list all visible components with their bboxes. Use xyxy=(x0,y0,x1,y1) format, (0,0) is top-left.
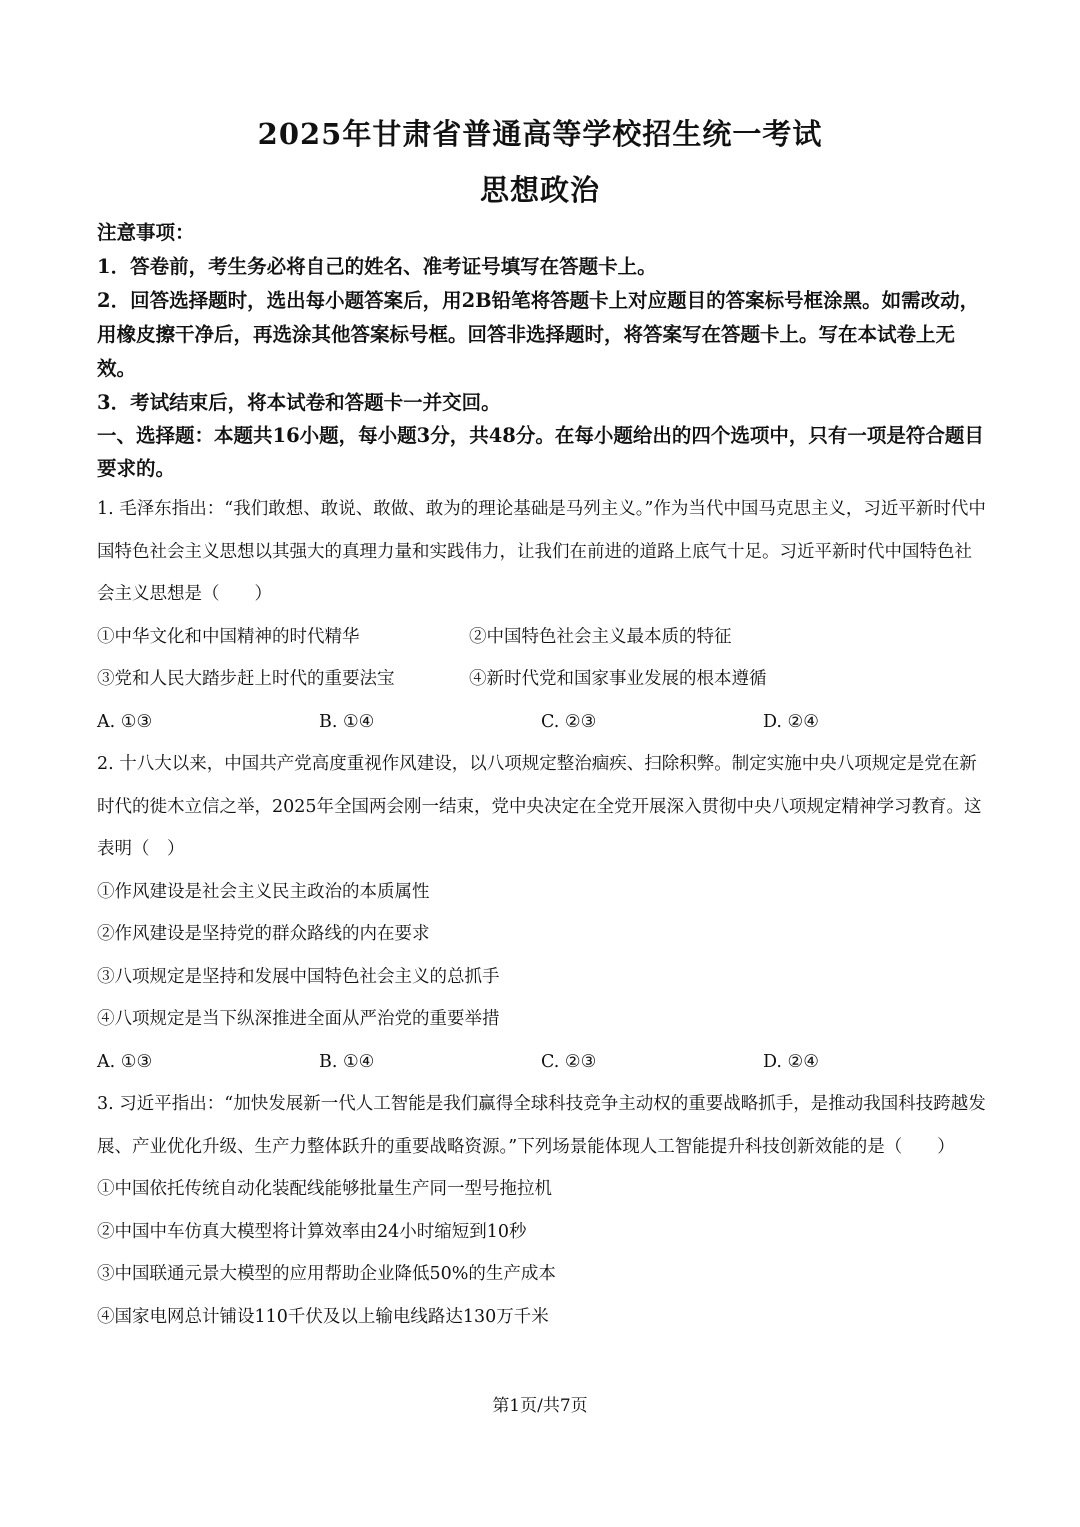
exam-title: 2025年甘肃省普通高等学校招生统一考试 xyxy=(257,117,823,151)
choice-b: B. ①④ xyxy=(319,711,375,732)
choice-a: A. ①③ xyxy=(97,1051,153,1072)
option-4: ④国家电网总计铺设110千伏及以上输电线路达130万千米 xyxy=(97,1306,549,1327)
choice-c: C. ②③ xyxy=(541,711,597,732)
option-1: ①中国依托传统自动化装配线能够批量生产同一型号拖拉机 xyxy=(97,1179,552,1199)
choice-d: D. ②④ xyxy=(763,1051,819,1072)
answer-choices xyxy=(97,701,987,744)
question-2 xyxy=(97,743,987,1083)
option-3: ③党和人民大踏步赶上时代的重要法宝 xyxy=(97,669,395,689)
notice-heading: 注意事项： xyxy=(97,221,195,244)
notice-item-3: 3．考试结束后，将本试卷和答题卡一并交回。 xyxy=(97,391,501,414)
option-row xyxy=(97,658,987,701)
option-2: ②中国中车仿真大模型将计算效率由24小时缩短到10秒 xyxy=(97,1221,527,1242)
question-stem: 3. 习近平指出：“加快发展新一代人工智能是我们赢得全球科技竞争主动权的重要战略抓手，是推动我国科技跨越发展、产业优化升级、生产力整体跃升的重要战略资源。”下列场景能体现人工智能提升科技创新效能的是（ ） xyxy=(97,1094,986,1157)
option-3: ③八项规定是坚持和发展中国特色社会主义的总抓手 xyxy=(97,966,500,987)
page-number: 第1页/共7页 xyxy=(492,1396,588,1416)
choice-d: D. ②④ xyxy=(763,711,819,732)
option-2: ②中国特色社会主义最本质的特征 xyxy=(469,626,732,647)
question-1 xyxy=(97,488,987,743)
option-1: ①作风建设是社会主义民主政治的本质属性 xyxy=(97,881,430,902)
option-4: ④新时代党和国家事业发展的根本遵循 xyxy=(469,669,767,689)
option-3: ③中国联通元景大模型的应用帮助企业降低50%的生产成本 xyxy=(97,1264,556,1284)
option-2: ②作风建设是坚持党的群众路线的内在要求 xyxy=(97,924,430,944)
question-stem: 2. 十八大以来，中国共产党高度重视作风建设，以八项规定整治痼疾、扫除积弊。制定实施中央八项规定是党在新时代的徙木立信之举，2025年全国两会刚一结束，党中央决定在全党开展深入贯彻中央八项规定精神学习教育。这表明（ ） xyxy=(97,754,982,859)
choice-b: B. ①④ xyxy=(319,1051,375,1072)
choice-a: A. ①③ xyxy=(97,711,153,732)
option-4: ④八项规定是当下纵深推进全面从严治党的重要举措 xyxy=(97,1009,500,1029)
notice-item-2: 2．回答选择题时，选出每小题答案后，用2B铅笔将答题卡上对应题目的答案标号框涂黑。如需改动，用橡皮擦干净后，再选涂其他答案标号框。回答非选择题时，将答案写在答题卡上。写在本试卷上无效。 xyxy=(97,289,980,380)
option-row xyxy=(97,616,987,659)
notice-item-1: 1．答卷前，考生务必将自己的姓名、准考证号填写在答题卡上。 xyxy=(97,255,657,278)
question-list xyxy=(97,488,987,1338)
section-instruction: 一、选择题：本题共16小题，每小题3分，共48分。在每小题给出的四个选项中，只有一项是符合题目要求的。 xyxy=(97,424,984,480)
choice-c: C. ②③ xyxy=(541,1051,597,1072)
exam-subject: 思想政治 xyxy=(479,173,600,207)
notice-block xyxy=(97,216,987,420)
question-3 xyxy=(97,1083,987,1338)
answer-choices xyxy=(97,1041,987,1084)
question-stem: 1. 毛泽东指出：“我们敢想、敢说、敢做、敢为的理论基础是马列主义。”作为当代中国马克思主义，习近平新时代中国特色社会主义思想以其强大的真理力量和实践伟力，让我们在前进的道路上底气十足。习近平新时代中国特色社会主义思想是（ ） xyxy=(97,499,986,604)
option-1: ①中华文化和中国精神的时代精华 xyxy=(97,626,360,647)
